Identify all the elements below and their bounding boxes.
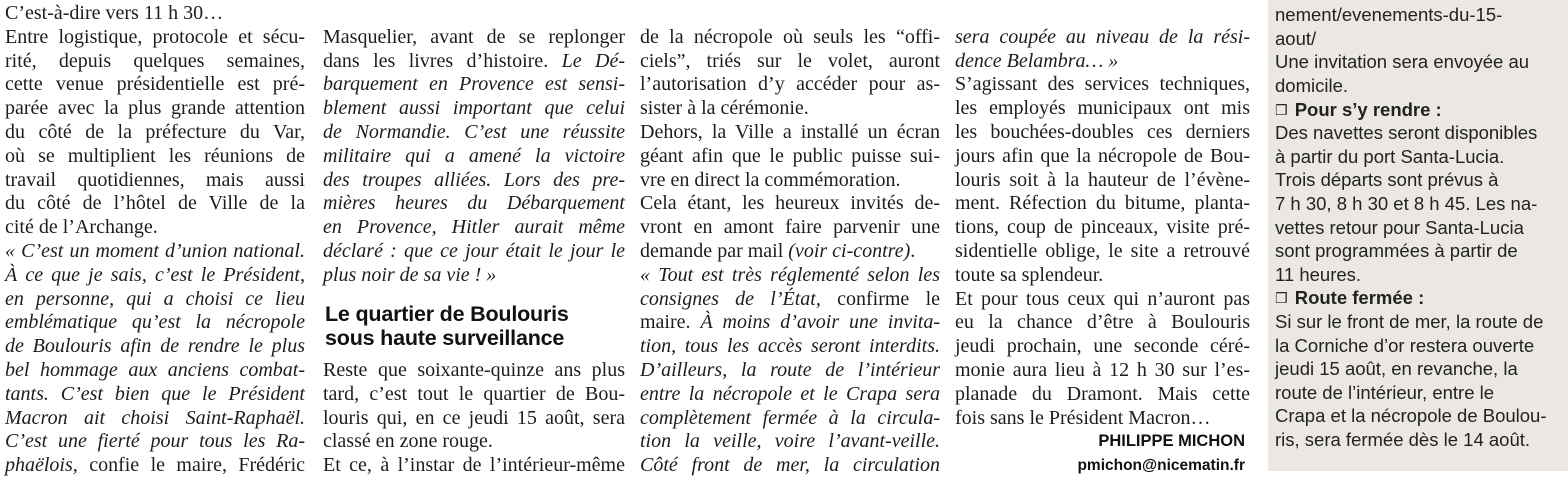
text-line (1275, 381, 1547, 405)
article-paragraph (640, 192, 940, 263)
text-run: ciels”, triés sur le volet, auront (640, 49, 940, 72)
text-line (323, 383, 625, 407)
text-run: les employés municipaux ont mis (955, 97, 1250, 120)
text-line (640, 216, 940, 240)
article-paragraph (5, 26, 305, 240)
text-line (1275, 334, 1547, 358)
sidebar-section-heading (1275, 98, 1547, 122)
italic-run: bel hommage aux anciens combat- (5, 358, 305, 381)
italic-run: barquement en Provence est sensi- (323, 73, 625, 96)
text-line (1275, 239, 1547, 263)
text-run: Entre logistique, protocole et sécu- (5, 25, 305, 48)
text-run: les bouchées-doubles ces derniers (955, 120, 1250, 143)
text-line (5, 311, 305, 335)
text-line (5, 121, 305, 145)
article-paragraph (323, 359, 625, 454)
text-run: vettes retour pour Santa-Lucia (1275, 216, 1524, 238)
text-line (640, 359, 940, 383)
text-line (955, 288, 1250, 312)
italic-run: phaëlois, (5, 454, 78, 477)
italic-run: Macron ait choisi Saint-Raphaël. (5, 406, 305, 429)
text-run: Crapa et la nécropole de Boulou- (1275, 405, 1547, 427)
text-run: Reste que soixante-quinze ans plus (323, 358, 625, 381)
text-line (1275, 192, 1547, 216)
italic-run: « C’est un moment d’union national. (5, 239, 305, 262)
text-line (640, 311, 940, 335)
text-line (1275, 145, 1547, 169)
text-line (5, 454, 305, 478)
text-run: Et pour tous ceux qui n’auront pas (955, 287, 1250, 310)
italic-run: « Tout est très réglementé selon les (640, 263, 940, 286)
text-line (1275, 310, 1547, 334)
text-line (955, 145, 1250, 169)
text-line (323, 121, 625, 145)
text-run: Une invitation sera envoyée au (1275, 51, 1530, 73)
text-line (640, 97, 940, 121)
text-run: domicile. (1275, 74, 1348, 96)
text-line (5, 26, 305, 50)
text-line (640, 26, 940, 50)
italic-run: des troupes alliées. Lors des pre- (323, 168, 625, 191)
text-line (323, 97, 625, 121)
text-run: jeudi 15 août, en revanche, la (1275, 358, 1518, 380)
sidebar-section-getting-there (1275, 98, 1547, 287)
text-line (640, 335, 940, 359)
info-sidebar (1268, 0, 1568, 471)
subheading-line: sous haute surveillance (325, 325, 565, 350)
text-line (640, 121, 940, 145)
text-line (323, 216, 625, 240)
italic-run: Le Dé- (561, 49, 625, 72)
italic-run: À moins d’avoir une invita- (700, 311, 940, 334)
text-line (5, 264, 305, 288)
text-run: monie aura lieu à 12 h 30 sur l’es- (955, 358, 1250, 381)
text-line (5, 192, 305, 216)
text-run: à partir du port Santa-Lucia. (1275, 145, 1505, 167)
box-bullet-icon: ❒ (1275, 102, 1288, 119)
sidebar-section-text (1275, 310, 1547, 452)
italic-run: en personne, qui a choisi ce lieu (5, 287, 305, 310)
italic-run: en Provence, Hitler aurait même (323, 216, 625, 239)
text-line (640, 145, 940, 169)
text-line (1275, 263, 1547, 287)
text-run: route de l’intérieur, entre le (1275, 381, 1495, 403)
sidebar-intro (1275, 3, 1547, 97)
text-run: l’autorisation d’y accéder pour as- (640, 73, 940, 96)
text-line (323, 73, 625, 97)
byline-author: PHILIPPE MICHON (1098, 432, 1245, 451)
text-run: du côté de la préfecture du Var, (5, 120, 305, 143)
text-line (640, 264, 940, 288)
text-run: fois sans le Président Macron… (955, 406, 1211, 429)
text-line (955, 121, 1250, 145)
subheading-line: Le quartier de Boulouris (325, 301, 569, 326)
italic-run: C’est une fierté pour tous les Ra- (5, 430, 305, 453)
text-run: ment. Réfection du bitume, planta- (955, 192, 1250, 215)
text-line (1275, 3, 1547, 27)
italic-run: plus noir de sa vie ! » (323, 263, 497, 286)
text-run: ris, sera fermée dès le 14 août. (1275, 428, 1531, 450)
text-line (955, 216, 1250, 240)
text-run: jeudi prochain, une seconde céré- (955, 335, 1250, 358)
text-line (323, 192, 625, 216)
italic-run: de Boulouris afin de rendre le plus (5, 335, 305, 358)
text-line (323, 454, 625, 478)
italic-run: D’ailleurs, la route de l’intérieur (640, 358, 940, 381)
text-run: Cela étant, les heureux invités de- (640, 192, 940, 215)
sidebar-section-text (1275, 121, 1547, 286)
text-line (323, 145, 625, 169)
italic-run: de Normandie. C’est une réussite (323, 120, 625, 143)
italic-run: (voir ci-contre) (788, 239, 911, 262)
sidebar-section-heading (1275, 286, 1547, 310)
text-run: dans les livres d’histoire. (323, 49, 562, 72)
text-line (955, 311, 1250, 335)
text-run: toute sa splendeur. (955, 263, 1104, 286)
text-run: rité, depuis quelques semaines, (5, 49, 305, 72)
text-run: cette venue présidentielle est pré- (5, 73, 305, 96)
text-line (1275, 27, 1547, 51)
text-line (955, 192, 1250, 216)
text-run: jours afin que la nécropole de Bou- (955, 144, 1250, 167)
text-run: cité de l’Archange. (5, 216, 158, 239)
text-line (640, 407, 940, 431)
article-paragraph (955, 288, 1250, 431)
text-line (323, 169, 625, 193)
text-run: 11 heures. (1275, 263, 1362, 285)
text-line (955, 240, 1250, 264)
text-run: tions, coup de pinceaux, visite pré- (955, 216, 1250, 239)
text-line (5, 288, 305, 312)
text-run: 7 h 30, 8 h 30 et 8 h 45. Les na- (1275, 192, 1538, 214)
text-line (955, 97, 1250, 121)
text-line (955, 407, 1250, 431)
text-line (640, 383, 940, 407)
italic-run: À ce que je sais, c’est le Président, (5, 263, 305, 286)
article-paragraph (5, 2, 305, 26)
text-line (955, 359, 1250, 383)
byline (955, 430, 1250, 478)
italic-run: blement aussi important que celui (323, 97, 625, 120)
text-run: sidentielle oblige, le site a retrouvé (955, 239, 1250, 262)
text-line (1275, 428, 1547, 452)
text-line (640, 73, 940, 97)
article-paragraph (5, 240, 305, 478)
text-line (323, 430, 625, 454)
text-line (323, 407, 625, 431)
text-run: eu la chance d’être à Boulouris (955, 311, 1250, 334)
text-run: louris soit à la hauteur de l’évène- (955, 168, 1250, 191)
text-run: travail quotidiennes, mais aussi (5, 168, 305, 191)
article-column-3 (640, 26, 940, 478)
text-line (5, 2, 305, 26)
italic-run: militaire qui a amené la victoire (323, 144, 625, 167)
text-run: vront en amont faire parvenir une (640, 216, 940, 239)
text-run: du côté de l’hôtel de Ville de la (5, 192, 305, 215)
article-column-4 (955, 26, 1250, 478)
text-run: Si sur le front de mer, la route de (1275, 310, 1544, 332)
text-line (5, 240, 305, 264)
article-paragraph (323, 454, 625, 478)
italic-run: tion, tous les accès seront interdits. (640, 335, 940, 358)
italic-run: tion la veille, voire l’avant-veille. (640, 430, 940, 453)
text-line (640, 50, 940, 74)
text-line (1275, 121, 1547, 145)
text-line (5, 97, 305, 121)
italic-run: emblématique qu’est la nécropole (5, 311, 305, 334)
text-run: sister à la cérémonie. (640, 97, 809, 120)
italic-run: complètement fermée à la circula- (640, 406, 940, 429)
article-paragraph (955, 73, 1250, 287)
text-line (640, 192, 940, 216)
text-line (640, 454, 940, 478)
text-line (1275, 216, 1547, 240)
text-line (955, 169, 1250, 193)
text-run: planade du Dramont. Mais cette (955, 382, 1250, 405)
text-line (5, 169, 305, 193)
text-run: Dehors, la Ville a installé un écran (640, 120, 940, 143)
italic-run: mières heures du Débarquement (323, 192, 625, 215)
text-line (323, 264, 625, 288)
text-line (323, 359, 625, 383)
text-run: où se multiplient les réunions de (5, 144, 305, 167)
text-line (955, 335, 1250, 359)
text-line (323, 240, 625, 264)
article-paragraph (640, 264, 940, 478)
text-line (323, 50, 625, 74)
text-run: confie le maire, Frédéric (77, 454, 305, 477)
text-line (955, 383, 1250, 407)
text-line (1275, 404, 1547, 428)
text-line (955, 50, 1250, 74)
text-line (1275, 74, 1547, 98)
text-run: S’agissant des services techniques, (955, 73, 1250, 96)
article-paragraph (955, 26, 1250, 74)
article-paragraph (640, 121, 940, 192)
text-run: la Corniche d’or restera ouverte (1275, 334, 1535, 356)
text-line (640, 169, 940, 193)
text-run: parée avec la plus grande attention (5, 97, 305, 120)
text-line (5, 383, 305, 407)
text-run: de la nécropole où seuls les “offi- (640, 25, 940, 48)
article-paragraph (323, 26, 625, 288)
text-line (955, 73, 1250, 97)
text-line (5, 50, 305, 74)
italic-run: dence Belambra… » (955, 49, 1119, 72)
text-run: vre en direct la commémoration. (640, 168, 901, 191)
text-run: . (910, 239, 916, 262)
text-line (5, 430, 305, 454)
text-line (955, 26, 1250, 50)
text-line (5, 407, 305, 431)
subheading (323, 288, 625, 359)
italic-run: consignes de l’État, (640, 287, 821, 310)
text-run: sont programmées à partir de (1275, 240, 1518, 262)
text-line (1275, 357, 1547, 381)
text-line (1275, 50, 1547, 74)
italic-run: déclaré : que ce jour était le jour le (323, 239, 625, 262)
italic-run: tants. C’est bien que le Président (5, 382, 305, 405)
text-run: C’est-à-dire vers 11 h 30… (5, 2, 224, 24)
text-run: demande par mail (640, 239, 789, 262)
text-run: aout/ (1275, 27, 1317, 49)
text-run: Et ce, à l’instar de l’intérieur-même (323, 454, 625, 477)
italic-run: entre la nécropole et le Crapa sera (640, 382, 940, 405)
article-paragraph (640, 26, 940, 121)
text-run: géant afin que le public puisse sui- (640, 144, 940, 167)
text-line (1275, 168, 1547, 192)
sidebar-content (1275, 3, 1547, 451)
text-run: nement/evenements-du-15- (1275, 4, 1503, 26)
text-line (640, 430, 940, 454)
text-line (5, 73, 305, 97)
text-run: classé en zone rouge. (323, 430, 493, 453)
text-line (5, 335, 305, 359)
article-column-2 (323, 26, 625, 478)
text-run: confirme le (820, 287, 940, 310)
text-line (5, 216, 305, 240)
text-line (5, 145, 305, 169)
text-run: tard, c’est tout le quartier de Bou- (323, 382, 625, 405)
text-line (640, 240, 940, 264)
text-line (955, 264, 1250, 288)
italic-run: Côté front de mer, la circulation (640, 454, 940, 477)
text-run: Des navettes seront disponibles (1275, 122, 1538, 144)
box-bullet-icon: ❒ (1275, 291, 1288, 308)
text-run: Trois départs sont prévus à (1275, 169, 1499, 191)
text-run: louris qui, en ce jeudi 15 août, sera (323, 406, 625, 429)
text-line (640, 288, 940, 312)
article-column-1 (5, 2, 305, 478)
italic-run: sera coupée au niveau de la rési- (955, 25, 1250, 48)
byline-email: pmichon@nicematin.fr (1077, 457, 1245, 475)
sidebar-heading-label: Pour s’y rendre : (1294, 98, 1442, 120)
text-line (323, 26, 625, 50)
text-run: maire. (640, 311, 701, 334)
sidebar-section-road-closed (1275, 286, 1547, 451)
text-line (5, 359, 305, 383)
text-run: Masquelier, avant de se replonger (323, 25, 625, 48)
sidebar-heading-label: Route fermée : (1294, 287, 1425, 309)
